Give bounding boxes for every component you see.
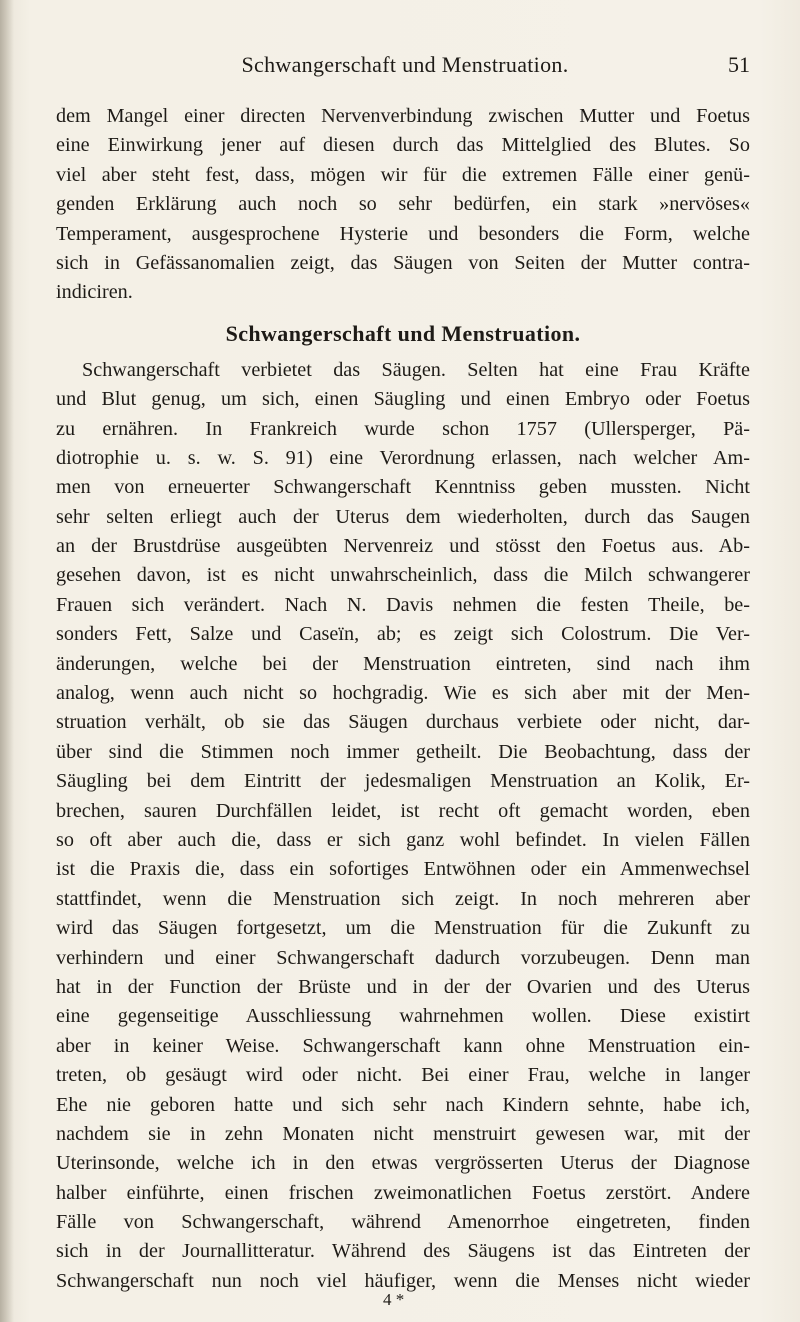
text-line: Frauen sich verändert. Nach N. Davis nehmen die festen Theile, be-	[56, 593, 750, 616]
paragraph	[56, 356, 750, 1297]
page-number: 51	[728, 52, 750, 77]
text-line: gesehen davon, ist es nicht unwahrscheinlich, dass die Milch schwangerer	[56, 564, 750, 587]
signature-mark: 4 *	[383, 1290, 405, 1309]
text-line: sonders Fett, Salze und Caseïn, ab; es zeigt sich Colostrum. Die Ver-	[56, 623, 750, 646]
text-line: viel aber steht fest, dass, mögen wir für die extremen Fälle einer genü-	[56, 163, 750, 186]
body-text	[56, 102, 750, 1296]
binding-shadow	[0, 0, 14, 1322]
running-head-title: Schwangerschaft und Menstruation.	[241, 52, 569, 77]
text-line: verhindern und einer Schwangerschaft dadurch vorzubeugen. Denn man	[56, 946, 750, 969]
text-line: analog, wenn auch nicht so hochgradig. Wie es sich aber mit der Men-	[56, 682, 750, 705]
text-line: sich in Gefässanomalien zeigt, das Säugen von Seiten der Mutter contra-	[56, 251, 750, 274]
text-line: Säugling bei dem Eintritt der jedesmaligen Menstruation an Kolik, Er-	[56, 770, 750, 793]
text-line: Schwangerschaft nun noch viel häufiger, wenn die Menses nicht wieder	[56, 1269, 750, 1292]
text-line: men von erneuerter Schwangerschaft Kenntniss geben mussten. Nicht	[56, 476, 750, 499]
text-line: so oft aber auch die, dass er sich ganz wohl befindet. In vielen Fällen	[56, 828, 750, 851]
text-line: brechen, sauren Durchfällen leidet, ist recht oft gemacht worden, eben	[56, 799, 750, 822]
text-line: eine gegenseitige Ausschliessung wahrnehmen wollen. Diese existirt	[56, 1005, 750, 1028]
text-line: hat in der Function der Brüste und in der der Ovarien und des Uterus	[56, 975, 750, 998]
text-line: Temperament, ausgesprochene Hysterie und besonders die Form, welche	[56, 222, 750, 245]
text-line: nachdem sie in zehn Monaten nicht menstruirt gewesen war, mit der	[56, 1122, 750, 1145]
text-line: dem Mangel einer directen Nervenverbindung zwischen Mutter und Foetus	[56, 105, 750, 127]
text-line: Ehe nie geboren hatte und sich sehr nach Kindern sehnte, habe ich,	[56, 1093, 750, 1116]
text-line: genden Erklärung auch noch so sehr bedürfen, ein stark »nervöses«	[56, 193, 750, 216]
text-line: ist die Praxis die, dass ein sofortiges Entwöhnen oder ein Ammenwechsel	[56, 858, 750, 881]
running-head	[60, 52, 750, 82]
text-line: über sind die Stimmen noch immer getheilt. Die Beobachtung, dass der	[56, 740, 750, 763]
text-line: struation verhält, ob sie das Säugen durchaus verbiete oder nicht, dar-	[56, 711, 750, 734]
text-line: änderungen, welche bei der Menstruation eintreten, sind nach ihm	[56, 652, 750, 675]
text-line: wird das Säugen fortgesetzt, um die Menstruation für die Zukunft zu	[56, 917, 750, 940]
text-line: eine Einwirkung jener auf diesen durch das Mittelglied des Blutes. So	[56, 134, 750, 157]
text-line: stattfindet, wenn die Menstruation sich zeigt. In noch mehreren aber	[56, 887, 750, 910]
text-line: treten, ob gesäugt wird oder nicht. Bei einer Frau, welche in langer	[56, 1064, 750, 1087]
text-line: aber in keiner Weise. Schwangerschaft kann ohne Menstruation ein-	[56, 1034, 750, 1057]
text-line: diotrophie u. s. w. S. 91) eine Verordnung erlassen, nach welcher Am-	[56, 446, 750, 469]
text-line: Schwangerschaft verbietet das Säugen. Selten hat eine Frau Kräfte	[82, 358, 750, 381]
text-line: und Blut genug, um sich, einen Säugling und einen Embryo oder Foetus	[56, 388, 750, 411]
text-line: Uterinsonde, welche ich in den etwas vergrösserten Uterus der Diagnose	[56, 1152, 750, 1175]
text-line: indiciren.	[56, 281, 133, 304]
text-line: halber einführte, einen frischen zweimonatlichen Foetus zerstört. Andere	[56, 1181, 750, 1204]
text-line: Fälle von Schwangerschaft, während Amenorrhoe eingetreten, finden	[56, 1211, 750, 1234]
paragraph-continuation	[56, 102, 750, 308]
section-heading: Schwangerschaft und Menstruation.	[225, 320, 581, 346]
text-line: an der Brustdrüse ausgeübten Nervenreiz und stösst den Foetus aus. Ab-	[56, 535, 750, 558]
text-line: zu ernähren. In Frankreich wurde schon 1757 (Ullersperger, Pä-	[56, 417, 750, 440]
text-line: sehr selten erliegt auch der Uterus dem wiederholten, durch das Saugen	[56, 505, 750, 528]
text-line: sich in der Journallitteratur. Während des Säugens ist das Eintreten der	[56, 1240, 750, 1263]
